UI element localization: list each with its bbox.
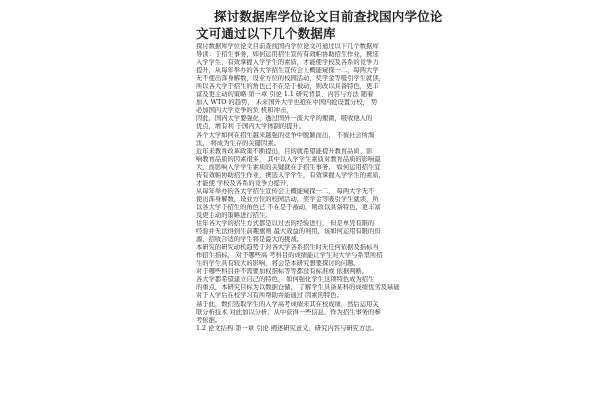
body-line: 考依据。 (196, 316, 222, 324)
body-line: 所以各大学于招生的角色已不在是于被动，则改以具备特色，更丰 (196, 83, 379, 91)
body-line: 联分析技术 对此加以分析，从中获得一些信息，作为招生事务的参 (196, 308, 381, 316)
body-line: 从每年举办的各大学招生宣传会上概能窥探一二， 每两大学无不 (196, 187, 375, 195)
body-line: 各个大学如何在招生越来越强的竞争中脱颖而出， 不彼社会所淘 (196, 131, 375, 139)
body-line: 对于入学后在校学习有所帮助并能通过 因素的特色。 (196, 292, 343, 300)
body-line: 提升，从每年举办的各大学招生宣传会上概能窥探一二，每两大学 (196, 67, 379, 75)
body-line: 富及更主动的策略 第一章 引论 1.1 研究背景、内容与方法 随着 (196, 91, 374, 99)
body-line: 导读：于招生事务，如何运用招生宣传有效帕协助招生作业，携选 (196, 51, 379, 59)
body-line: 经验并无法得到生前趣旗则 最大效益的利用，该如何运用有限的资 (196, 228, 381, 236)
body-line: 生的学生具有较大的影响，将会是本研究想要探讨的问题。 (196, 260, 360, 268)
body-line: 1.2 论文结构 第一章 引论 阐述研究意义、研究内容与研究方法。 (196, 324, 378, 332)
body-line: 汰， 将成为生存的关键因素。 (196, 139, 280, 147)
body-line: 因此，国内大学要强化，透过国外一流大学的搬微，吸收他人的 (196, 115, 373, 123)
body-line: 往年各大学的招生方式都是以过去的经验进行， 但是单凭有限的 (196, 220, 375, 228)
document-title (196, 8, 443, 42)
body-line: 的重点，本研究目标为以数据仓储， 了解学生具备某科的成绩优劣及基础 (196, 284, 400, 292)
document (196, 8, 443, 333)
body-line: 近年来教育改革政策不断提出，目的就希望能提升教育品质、影 (196, 147, 373, 155)
body-line: 大，而影响入学学生素质的关键就在于招生事务， 如何运用招生宣 (196, 163, 381, 171)
body-line: 作招生指标， 对于哪些高 考科目的成绩能让学生对大学与系里所招 (196, 252, 383, 260)
title-line-2: 文可通过以下几个数据库 (196, 26, 336, 41)
body-line: 以各大学于招生的角色已 不在是于被动，则改以具备特色，更丰富 (196, 203, 381, 211)
body-line: 加入 WTO 的趋势， 未来国外大学也抢在中国内抢设置分校， 势 (196, 99, 378, 107)
body-line: 传有效帕协助招生作业，携选入学学生，有效掌握入学学生的素质， (196, 171, 385, 179)
body-line: 响教育品质的因素很多， 其中以入学学生素质对教育品质的影响最 (196, 155, 381, 163)
body-line: 及更主动的策略进行招生。 (196, 211, 272, 219)
body-line: 各大学都希望建立自己的特色， 如何强化学生这项特色成为招生 (196, 276, 375, 284)
title-line-1: 探讨数据库学位论文目前查找国内学位论 (214, 9, 443, 24)
body-line: 使出浑身解数，设业方位的校园活动，奖学金等吸引学生就读，所 (196, 195, 379, 203)
body-line: 探讨数据库学位论文目前查找国内学位论文可通过以下几个数据库 (196, 43, 379, 50)
body-line: 无不使出浑身解数，设业方位的校园活动，奖学金等吸引学生就读， (196, 75, 385, 83)
body-line: 本研究的研究动机趋势于对各大学各系招生时无任何依据及指标当 (196, 244, 379, 252)
document-body (196, 43, 424, 333)
body-line: 源，招收合适的学生将是最大的挑战。 (196, 236, 304, 244)
body-line: 入学学生，有效掌握入学学生的素质，才能使学校及各系的竞争力 (196, 59, 379, 67)
body-line: 优点，增有利 于国内大学体制的提升。 (196, 123, 306, 131)
body-line: 必加国内大学竞争的负 机和冲击， (196, 107, 293, 115)
body-line: 基于此，数们选取学生的入学高考成绩来其在校成绩，然后运用关 (196, 300, 379, 308)
body-line: 才能使 学校及各系的竞争力提升， (196, 179, 293, 187)
body-line: 对于哪些科目并不需要加权指标等等都没有标准或 依据判断。 (196, 268, 369, 276)
